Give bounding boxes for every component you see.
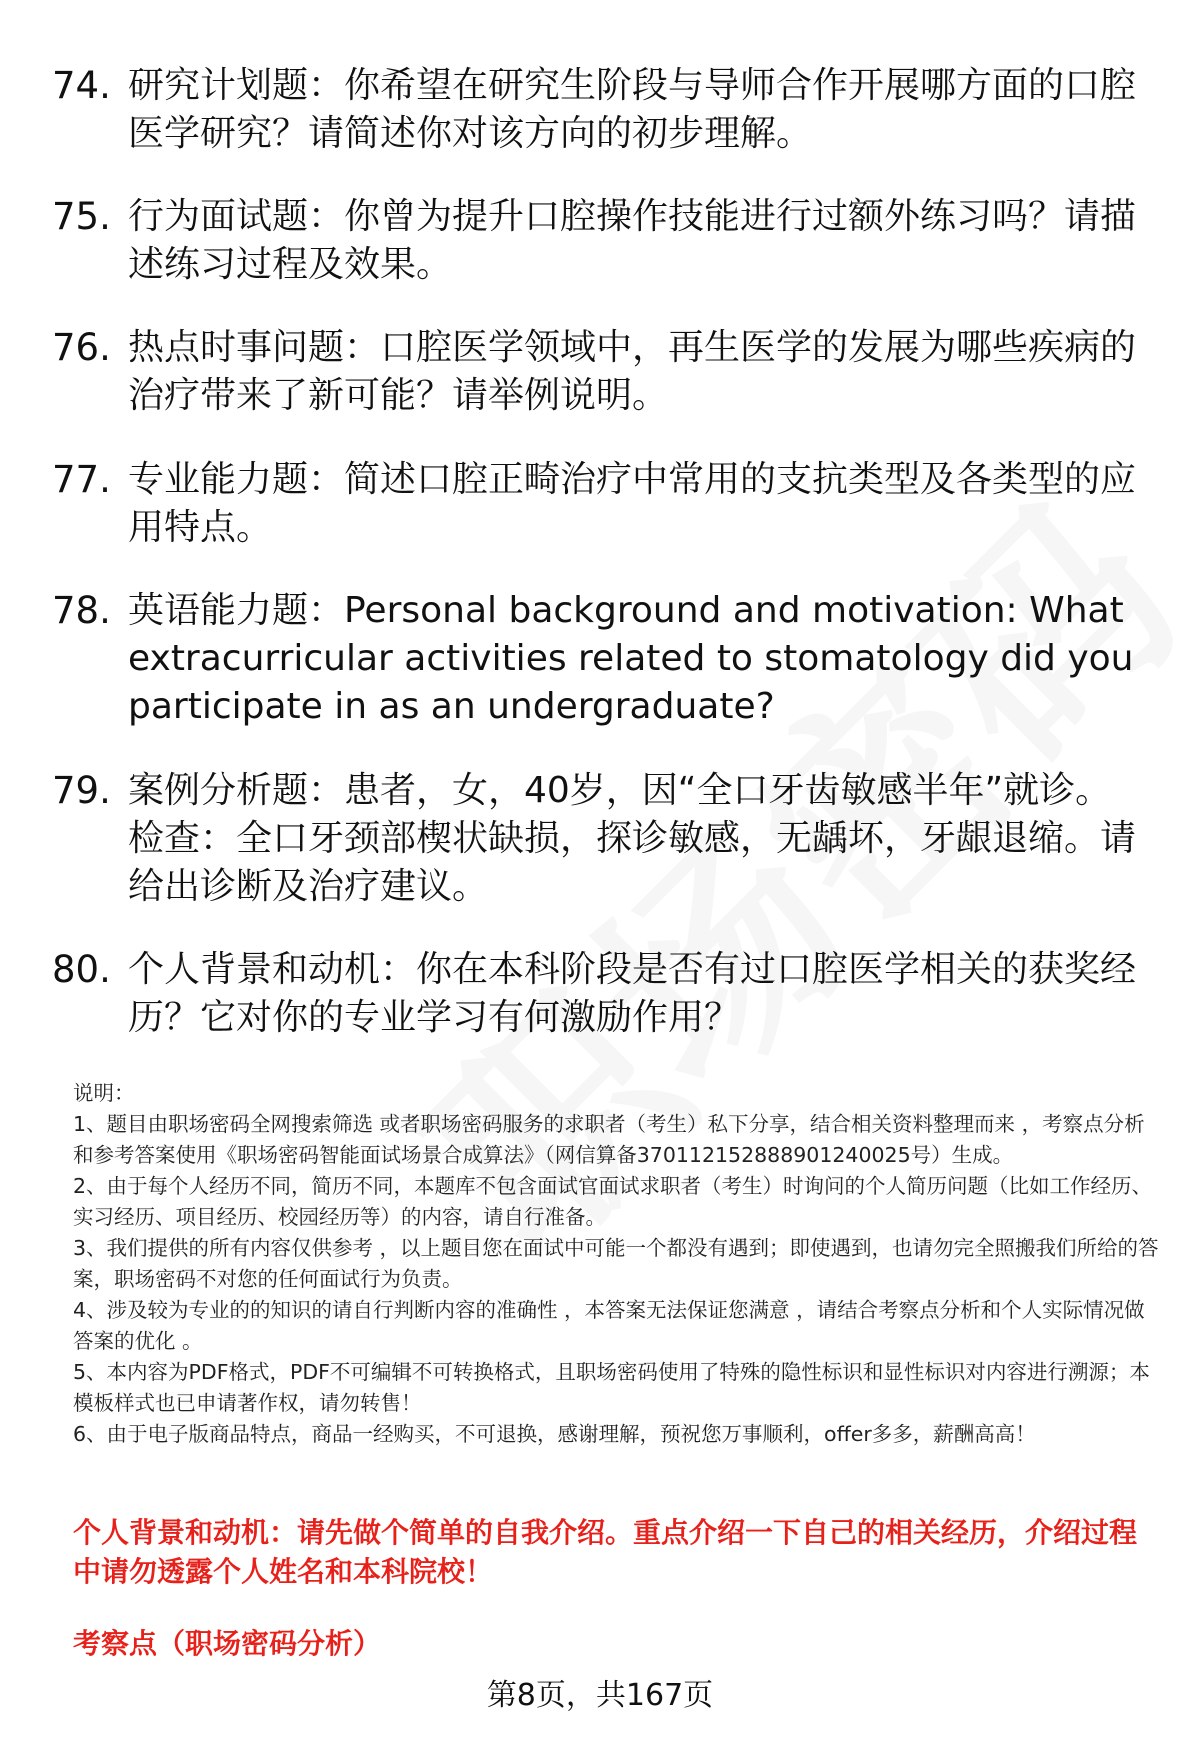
highlight-question: 个人背景和动机：请先做个简单的自我介绍。重点介绍一下自己的相关经历，介绍过程中请勿透露个人姓名和本科院校！ [73,1516,1138,1588]
note-item: 1、题目由职场密码全网搜索筛选 或者职场密码服务的求职者（考生）私下分享，结合相关资料整理而来 ，考察点分析和参考答案使用《职场密码智能面试场景合成算法》（网信算备370112152888901240025号）生成。 [73,1112,1145,1167]
question-text: 热点时事问题：口腔医学领域中，再生医学的发展为哪些疾病的治疗带来了新可能？请举例说明。 [128,327,1137,416]
note-item: 3、我们提供的所有内容仅供参考 ，以上题目您在面试中可能一个都没有遇到；即使遇到，也请勿完全照搬我们所给的答案，职场密码不对您的任何面试行为负责。 [73,1236,1159,1291]
question-text: 案例分析题：患者，女，40岁，因“全口牙齿敏感半年”就诊。检查：全口牙颈部楔状缺损，探诊敏感，无龋坏，牙龈退缩。请给出诊断及治疗建议。 [128,770,1137,907]
question-number: 74. [52,64,111,107]
question-text: 专业能力题：简述口腔正畸治疗中常用的支抗类型及各类型的应用特点。 [128,459,1137,548]
notes-section [73,1078,1163,1450]
note-item: 6、由于电子版商品特点，商品一经购买，不可退换，感谢理解，预祝您万事顺利，offer多多，薪酬高高！ [73,1422,1036,1446]
notes-title: 说明： [73,1081,135,1105]
question-number: 80. [52,948,111,991]
question-text: 个人背景和动机：你在本科阶段是否有过口腔医学相关的获奖经历？它对你的专业学习有何激励作用？ [128,949,1137,1038]
question-text: 行为面试题：你曾为提升口腔操作技能进行过额外练习吗？请描述练习过程及效果。 [128,196,1137,285]
section-heading: 考察点（职场密码分析） [73,1627,382,1660]
note-item: 4、涉及较为专业的的知识的请自行判断内容的准确性 ，本答案无法保证您满意 ，请结合考察点分析和个人实际情况做答案的优化 。 [73,1298,1145,1353]
question-number: 76. [52,326,111,369]
question-number: 78. [52,589,111,632]
page-footer: 第8页，共167页 [486,1678,714,1713]
note-item: 5、本内容为PDF格式，PDF不可编辑不可转换格式，且职场密码使用了特殊的隐性标识和显性标识对内容进行溯源；本模板样式也已申请著作权，请勿转售！ [73,1360,1150,1415]
question-text: 英语能力题：Personal background and motivation: What extracurricular activities related to stomatology did you participate in as an undergraduate? [128,590,1134,727]
note-item: 2、由于每个人经历不同，简历不同，本题库不包含面试官面试求职者（考生）时询问的个人简历问题（比如工作经历、实习经历、项目经历、校园经历等）的内容，请自行准备。 [73,1174,1153,1229]
question-number: 77. [52,458,111,501]
question-number: 79. [52,769,111,812]
question-number: 75. [52,195,111,238]
question-text: 研究计划题：你希望在研究生阶段与导师合作开展哪方面的口腔医学研究？请简述你对该方向的初步理解。 [128,65,1137,154]
